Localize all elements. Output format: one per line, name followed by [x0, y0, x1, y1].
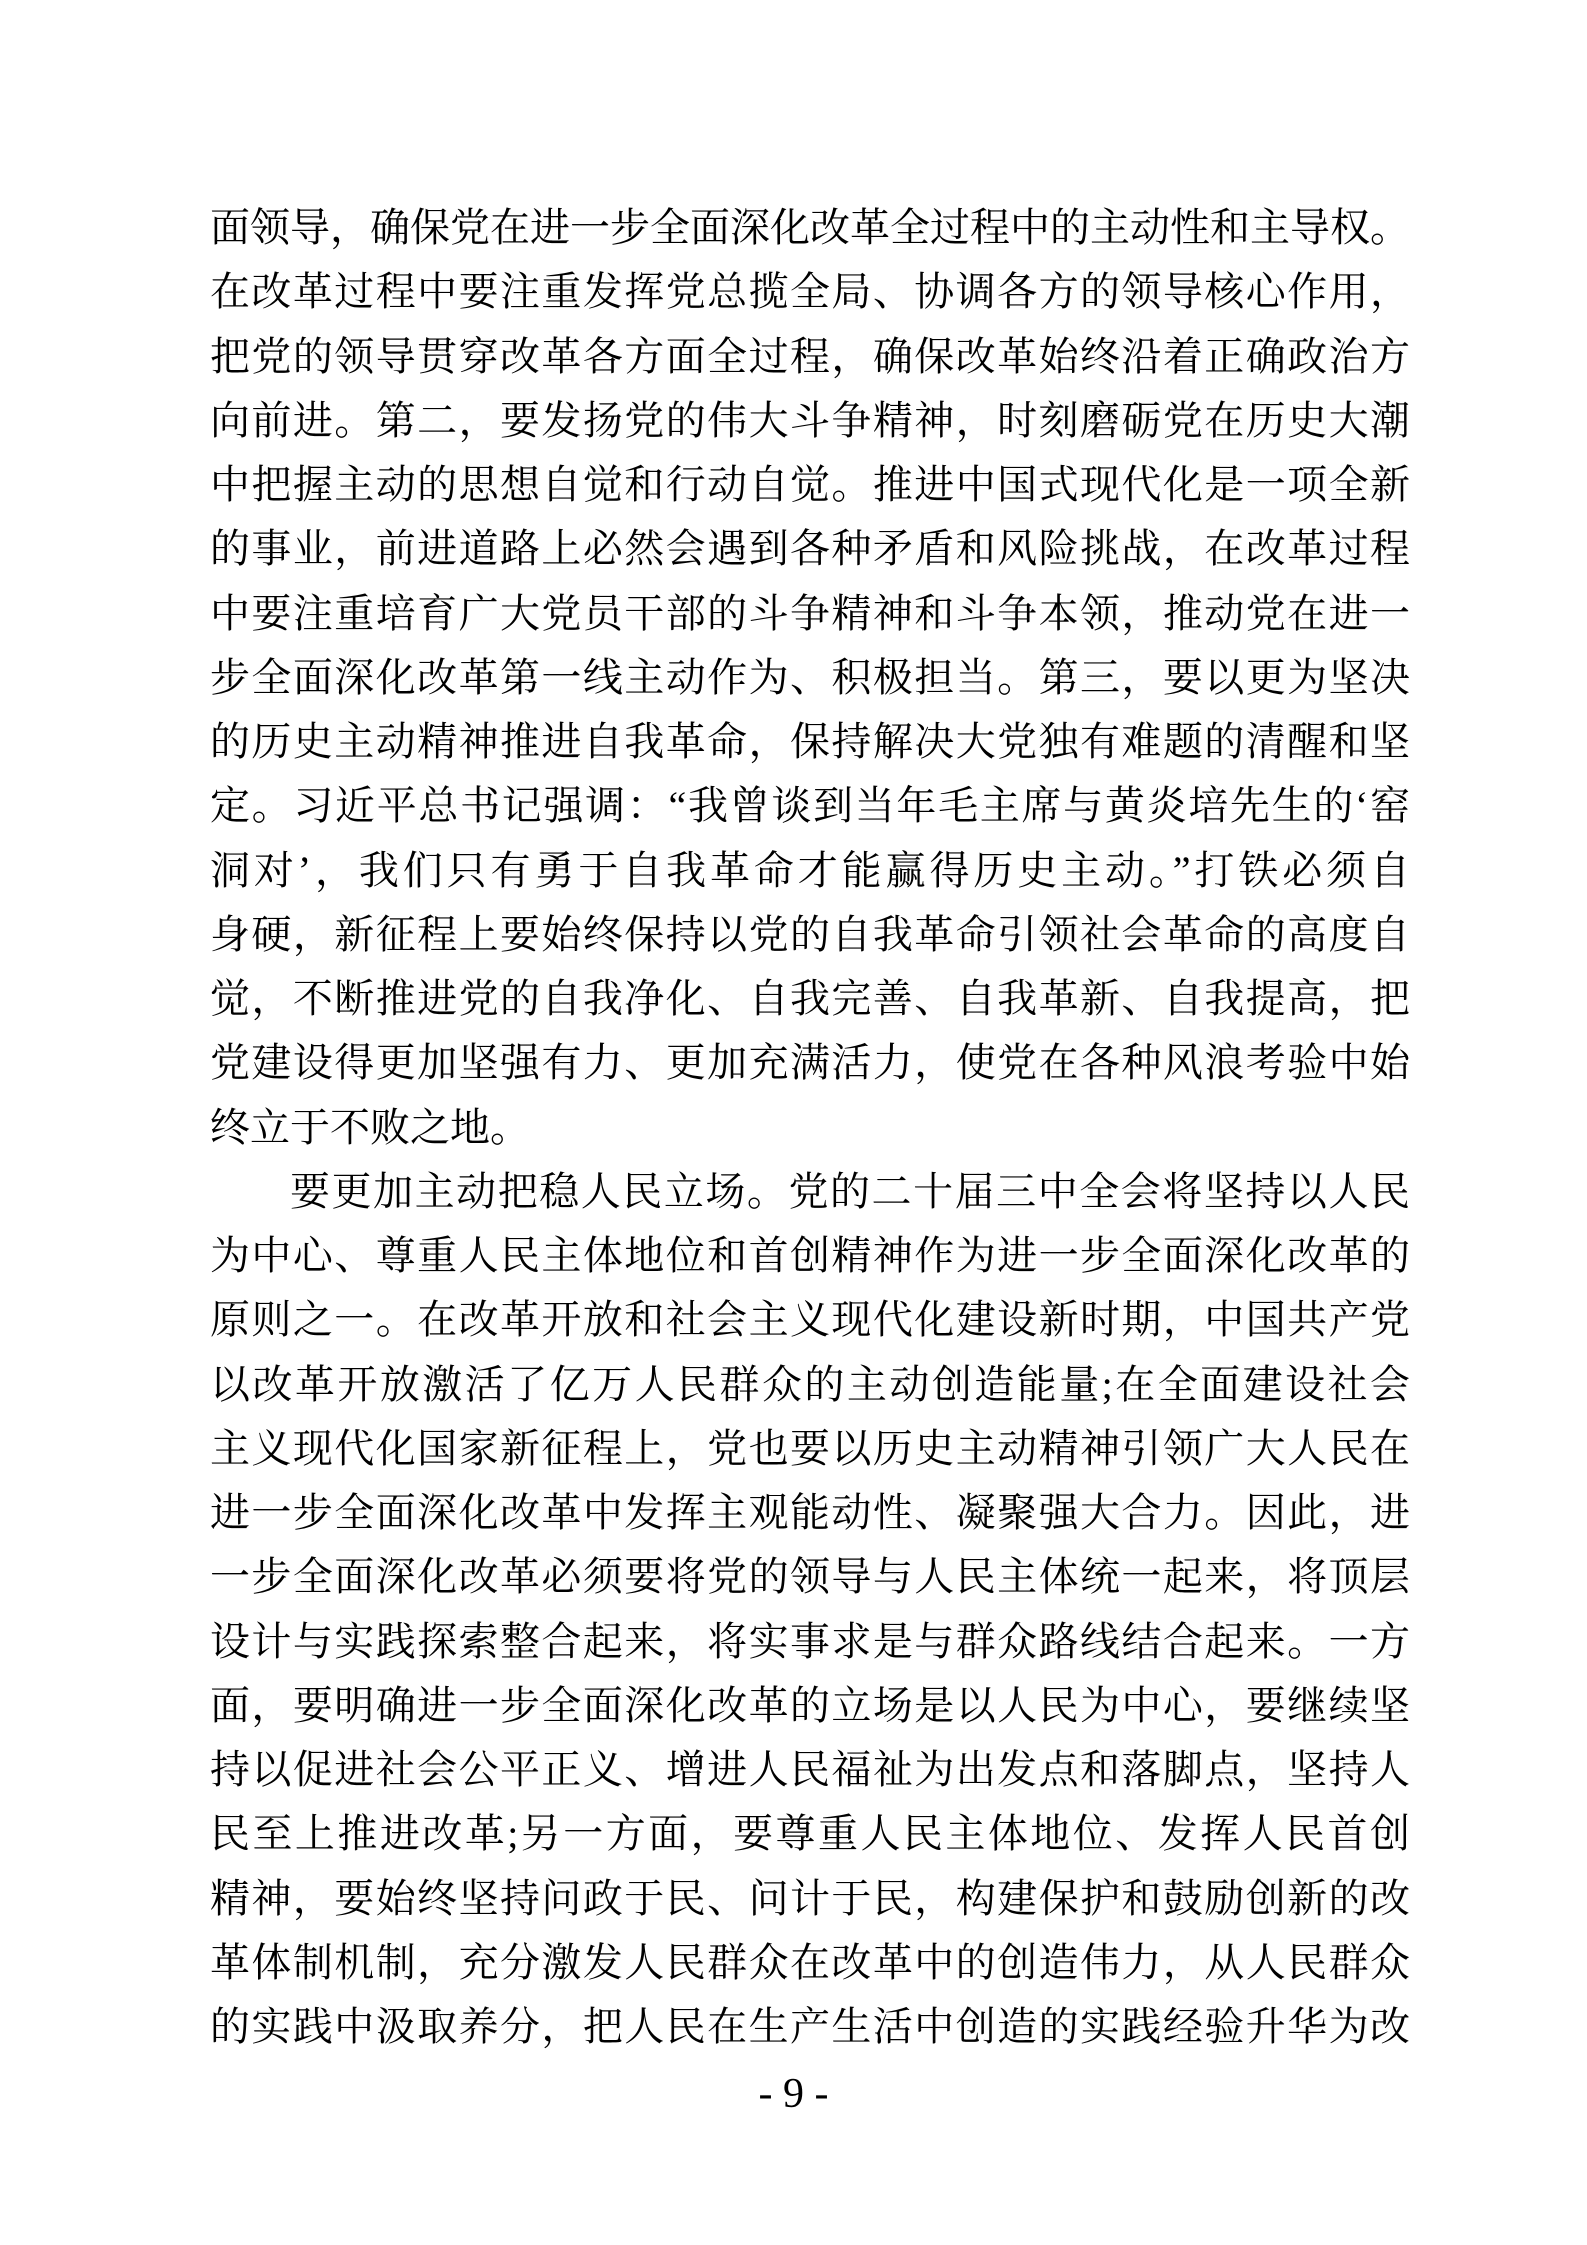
text-line: 定。习近平总书记强调：“我曾谈到当年毛主席与黄炎培先生的‘窑	[210, 783, 1410, 829]
text-line: 面领导，确保党在进一步全面深化改革全过程中的主动性和主导权。	[210, 205, 1410, 250]
text-line: 中把握主动的思想自觉和行动自觉。推进中国式现代化是一项全新	[210, 462, 1410, 507]
text-line: 的历史主动精神推进自我革命，保持解决大党独有难题的清醒和坚	[210, 719, 1410, 764]
page-number: - 9 -	[758, 2071, 829, 2117]
text-line: 面，要明确进一步全面深化改革的立场是以人民为中心，要继续坚	[210, 1682, 1410, 1728]
text-line: 洞对’，我们只有勇于自我革命才能赢得历史主动。”打铁必须自	[210, 847, 1410, 893]
body-text	[210, 196, 1410, 2059]
text-line: 民至上推进改革;另一方面，要尊重人民主体地位、发挥人民首创	[210, 1811, 1410, 1857]
text-line: 持以促进社会公平正义、增进人民福祉为出发点和落脚点，坚持人	[210, 1747, 1410, 1792]
text-line: 原则之一。在改革开放和社会主义现代化建设新时期，中国共产党	[210, 1297, 1410, 1343]
text-line: 革体制机制，充分激发人民群众在改革中的创造伟力，从人民群众	[210, 1939, 1410, 1985]
text-line: 的事业，前进道路上必然会遇到各种矛盾和风险挑战，在改革过程	[210, 526, 1410, 572]
text-line: 为中心、尊重人民主体地位和首创精神作为进一步全面深化改革的	[210, 1233, 1410, 1278]
text-line: 进一步全面深化改革中发挥主观能动性、凝聚强大合力。因此，进	[210, 1490, 1410, 1535]
text-line: 精神，要始终坚持问政于民、问计于民，构建保护和鼓励创新的改	[210, 1875, 1410, 1921]
text-line: 中要注重培育广大党员干部的斗争精神和斗争本领，推动党在进一	[210, 590, 1410, 636]
text-line: 设计与实践探索整合起来，将实事求是与群众路线结合起来。一方	[210, 1618, 1410, 1664]
text-line: 党建设得更加坚强有力、更加充满活力，使党在各种风浪考验中始	[210, 1040, 1410, 1086]
text-line: 主义现代化国家新征程上，党也要以历史主动精神引领广大人民在	[210, 1425, 1410, 1471]
text-line: 身硬，新征程上要始终保持以党的自我革命引领社会革命的高度自	[210, 911, 1410, 957]
text-line: 觉，不断推进党的自我净化、自我完善、自我革新、自我提高，把	[210, 976, 1410, 1021]
text-line: 把党的领导贯穿改革各方面全过程，确保改革始终沿着正确政治方	[210, 333, 1410, 379]
text-line: 向前进。第二，要发扬党的伟大斗争精神，时刻磨砺党在历史大潮	[210, 397, 1410, 443]
text-line: 要更加主动把稳人民立场。党的二十届三中全会将坚持以人民	[290, 1168, 1410, 1214]
text-line: 一步全面深化改革必须要将党的领导与人民主体统一起来，将顶层	[210, 1554, 1410, 1600]
text-line: 步全面深化改革第一线主动作为、积极担当。第三，要以更为坚决	[210, 654, 1410, 700]
text-line: 以改革开放激活了亿万人民群众的主动创造能量;在全面建设社会	[210, 1361, 1410, 1407]
text-line: 在改革过程中要注重发挥党总揽全局、协调各方的领导核心作用，	[210, 269, 1410, 315]
text-line: 的实践中汲取养分，把人民在生产生活中创造的实践经验升华为改	[210, 2004, 1410, 2049]
text-line: 终立于不败之地。	[210, 1104, 530, 1150]
